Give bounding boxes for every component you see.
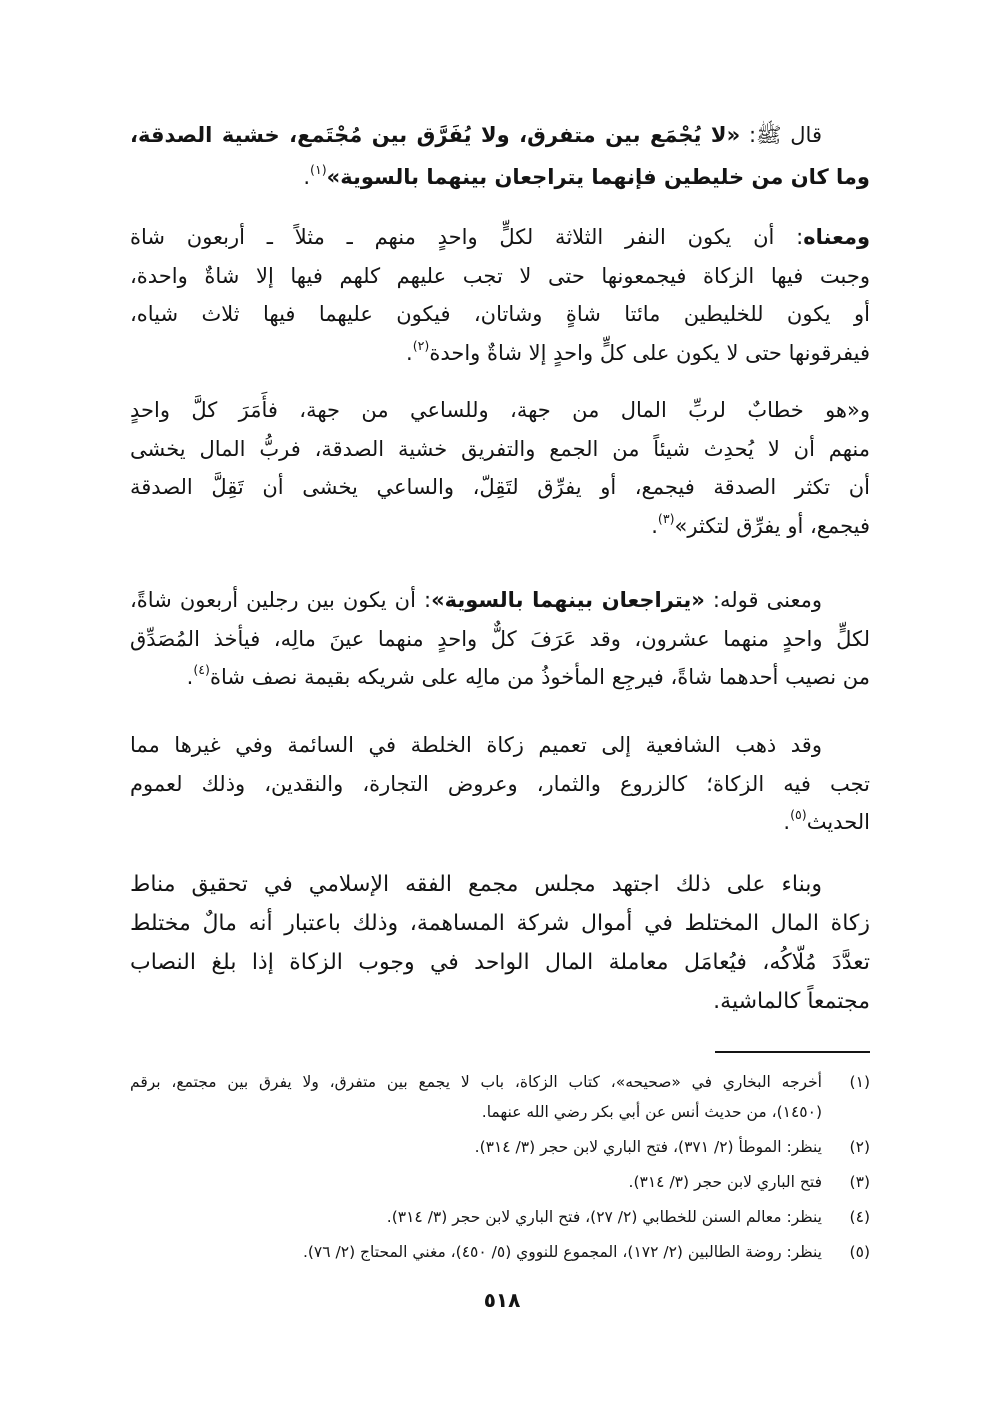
text-run: ومعنى قوله: <box>704 588 822 612</box>
text-run: قال ﷺ: <box>740 123 822 147</box>
footnote-number: (٥) <box>849 1243 870 1261</box>
footnote-item <box>130 1132 870 1162</box>
bold-text: ومعناه <box>803 225 870 249</box>
text-run: زكاة المال المختلط في أموال شركة المساهمة، وذلك باعتبار أنه مالٌ مختلط <box>130 911 870 936</box>
footnote-item <box>130 1202 870 1232</box>
paragraph-3 <box>130 391 870 545</box>
text-line <box>130 391 870 430</box>
page-number: ٥١٨ <box>483 1288 521 1312</box>
text-line <box>130 726 870 765</box>
text-line <box>130 620 870 659</box>
text-run: . <box>303 165 311 189</box>
text-line <box>130 581 870 620</box>
text-run: . <box>783 810 791 834</box>
text-run: لكلٍّ واحدٍ منهما عشرون، وقد عَرَفَ كلٌّ واحدٍ منهما عينَ مالِه، فيأخذ المُصَدِّق <box>130 626 870 651</box>
paragraph-5 <box>130 726 870 842</box>
footnote-text <box>130 1067 822 1127</box>
footnote-number: (٣) <box>849 1173 870 1191</box>
text-run: أو يكون للخليطين مائتا شاةٍ وشاتان، فيكون عليهما فيها ثلاث شياه، <box>130 302 870 326</box>
footnote-line: ينظر: روضة الطالبين (٢/ ١٧٢)، المجموع للنووي (٥/ ٤٥٠)، مغني المحتاج (٢/ ٧٦). <box>302 1243 822 1261</box>
text-run: أن تكثر الصدقة فيجمع، أو يفرِّق لتَقِلّ، والساعي يخشى أن تَقِلَّ الصدقة <box>130 475 870 499</box>
text-run: الحديث <box>806 810 870 834</box>
text-line <box>130 468 870 507</box>
footnotes <box>130 1067 870 1272</box>
text-line <box>130 257 870 296</box>
text-line <box>130 334 870 373</box>
main-text <box>130 114 870 1021</box>
footnote-number: (٢) <box>849 1138 870 1156</box>
text-line <box>130 295 870 334</box>
text-run: . <box>186 665 194 689</box>
text-run: مجتمعاً كالماشية. <box>713 989 870 1014</box>
text-run: . <box>406 340 413 365</box>
text-run: : أن يكون النفر الثلاثة لكلٍّ واحدٍ منهم ـ مثلاً ـ أربعون شاة <box>130 225 804 249</box>
footnote-text <box>130 1167 822 1197</box>
text-run: وقد ذهب الشافعية إلى تعميم زكاة الخلطة في السائمة وفي غيرها مما <box>130 733 822 757</box>
text-run: تجب فيه الزكاة؛ كالزروع والثمار، وعروض التجارة، والنقدين، وذلك لعموم <box>130 771 870 796</box>
text-line <box>130 904 870 943</box>
text-run: فيجمع، أو يفرِّق لتكثر» <box>674 513 870 538</box>
footnote-number: (٤) <box>849 1208 870 1226</box>
footnote-item <box>130 1167 870 1197</box>
text-line <box>130 765 870 804</box>
text-line <box>130 658 870 697</box>
text-run: . <box>651 513 658 538</box>
footnote-line: ينظر: الموطأ (٢/ ٣٧١)، فتح الباري لابن حجر (٣/ ٣١٤). <box>474 1138 822 1156</box>
footnote-reference: (٤) <box>193 661 210 677</box>
text-run: و«هو خطابٌ لربِّ المال من جهة، وللساعي من جهة، فأَمَرَ كلَّ واحدٍ <box>130 398 870 422</box>
footnote-reference: (٢) <box>412 337 430 353</box>
text-run: : أن يكون بين رجلين أربعون شاةً، <box>130 588 432 612</box>
paragraph-4 <box>130 581 870 697</box>
footnote-line: ينظر: معالم السنن للخطابي (٢/ ٢٧)، فتح الباري لابن حجر (٣/ ٣١٤). <box>386 1208 822 1226</box>
footnote-item <box>130 1237 870 1267</box>
footnote-text <box>130 1237 822 1267</box>
text-line <box>130 218 870 257</box>
bold-text: وما كان من خليطين فإنهما يتراجعان بينهما بالسوية» <box>326 165 870 189</box>
paragraph-2 <box>130 218 870 372</box>
text-line <box>130 507 870 546</box>
text-run: وجبت فيها الزكاة فيجمعونها حتى لا تجب عليهم كلهم فيها إلا شاةٌ واحدة، <box>130 263 870 288</box>
footnote-separator <box>715 1051 870 1053</box>
text-line <box>130 943 870 982</box>
paragraph-6 <box>130 865 870 1021</box>
footnote-reference: (٥) <box>790 806 807 822</box>
footnote-line: أخرجه البخاري في «صحيحه»، كتاب الزكاة، باب لا يجمع بين متفرق، ولا يفرق بين مجتمع، برقم <box>130 1073 822 1091</box>
footnote-text <box>130 1132 822 1162</box>
bold-text: «يتراجعان بينهما بالسوية» <box>431 588 705 612</box>
footnote-reference: (١) <box>310 161 327 177</box>
text-line <box>130 803 870 842</box>
footnote-line: (١٤٥٠)، من حديث أنس عن أبي بكر رضي الله عنهما. <box>481 1103 822 1121</box>
text-run: فيفرقونها حتى لا يكون على كلٍّ واحدٍ إلا شاةٌ واحدة <box>429 340 870 365</box>
footnote-number: (١) <box>849 1073 870 1091</box>
text-run: تعدَّدَ مُلّاكُه، فيُعامَل معاملة المال الواحد في وجوب الزكاة إذا بلغ النصاب <box>130 950 870 975</box>
text-line <box>130 982 870 1021</box>
text-line <box>130 114 870 156</box>
footnote-reference: (٣) <box>657 510 675 526</box>
footnote-line: فتح الباري لابن حجر (٣/ ٣١٤). <box>628 1173 822 1191</box>
paragraph-1 <box>130 114 870 198</box>
text-line <box>130 156 870 198</box>
footnote-item <box>130 1067 870 1127</box>
text-run: منهم أن لا يُحدِث شيئاً من الجمع والتفريق خشية الصدقة، فربُّ المال يخشى <box>130 436 870 461</box>
text-run: وبناء على ذلك اجتهد مجلس مجمع الفقه الإسلامي في تحقيق مناط <box>130 872 822 897</box>
bold-text: «لا يُجْمَع بين متفرق، ولا يُفَرَّق بين مُجْتَمع، خشية الصدقة، <box>130 123 741 147</box>
text-line <box>130 430 870 469</box>
text-run: من نصيب أحدهما شاةً، فيرجِع المأخوذُ من مالِه على شريكه بقيمة نصف شاة <box>209 665 870 689</box>
footnote-text <box>130 1202 822 1232</box>
text-line <box>130 865 870 904</box>
